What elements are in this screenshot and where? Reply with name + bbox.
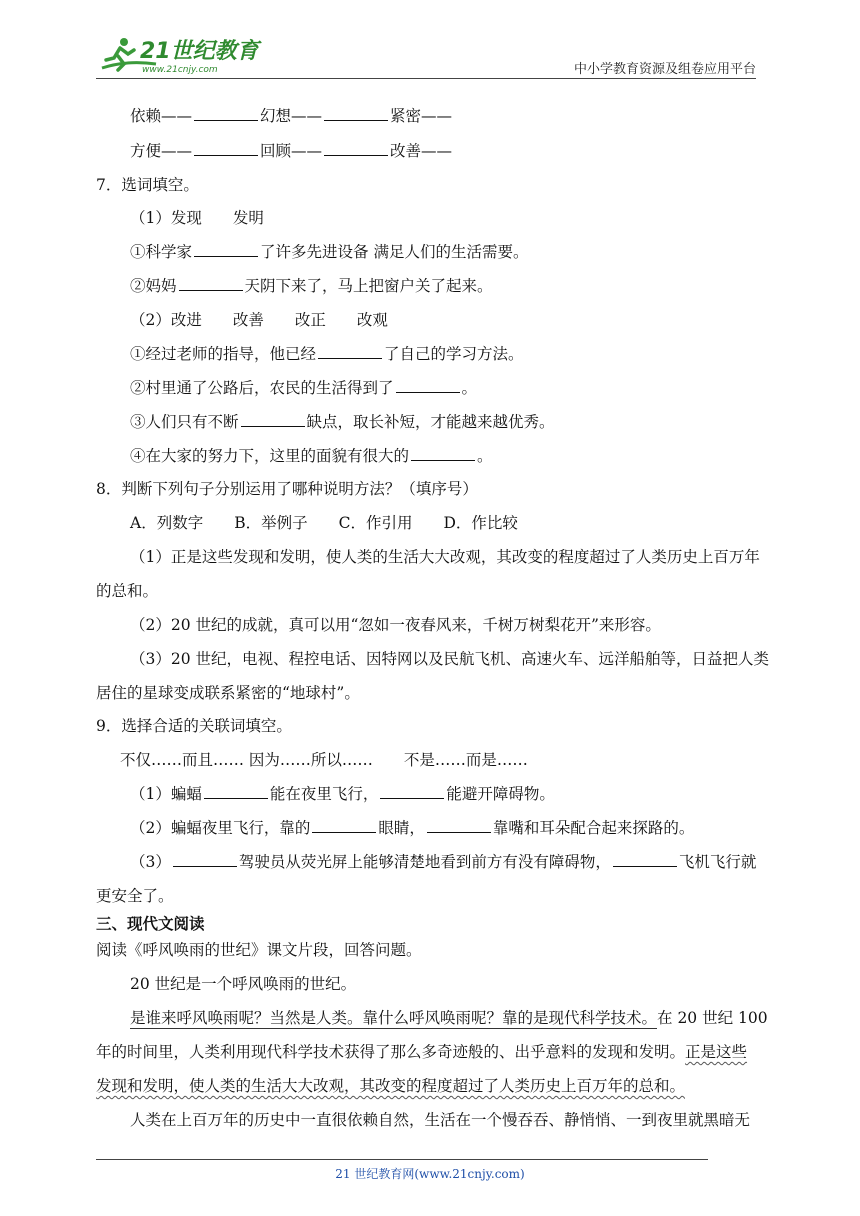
- answer-blank[interactable]: [318, 344, 382, 359]
- sentence-text: 缺点，取长补短，才能越来越优秀。: [306, 413, 555, 431]
- q6-word: 改善——: [390, 142, 453, 160]
- answer-blank[interactable]: [380, 784, 444, 799]
- q8-sentence-3-cont: 居住的星球变成联系紧密的“地球村”。: [96, 684, 360, 702]
- q9-sentence-3-cont: 更安全了。: [96, 887, 174, 905]
- answer-blank[interactable]: [324, 141, 388, 156]
- sentence-text: 靠嘴和耳朵配合起来探路的。: [492, 819, 695, 837]
- sentence-text: 能在夜里飞行，: [269, 785, 379, 803]
- q7-part1-options: （1）发现 发明: [130, 209, 264, 227]
- passage-paragraph-2-line-3: [96, 1076, 685, 1096]
- q9-options: 不仅……而且…… 因为……所以…… 不是……而是……: [120, 751, 528, 769]
- sentence-text: 了许多先进设备 满足人们的生活需要。: [260, 243, 529, 261]
- answer-blank[interactable]: [613, 852, 677, 867]
- header-divider: [96, 78, 756, 79]
- wavy-underlined-sentence: 正是这些: [685, 1043, 748, 1061]
- answer-blank[interactable]: [312, 818, 376, 833]
- passage-paragraph-3: 人类在上百万年的历史中一直很依赖自然，生活在一个慢吞吞、静悄悄、一到夜里就黑暗无: [130, 1111, 751, 1129]
- q6-row-2: [130, 141, 452, 161]
- section-heading: 三、现代文阅读: [96, 915, 205, 933]
- page-header: [0, 0, 860, 80]
- sentence-text: 能避开障碍物。: [446, 785, 555, 803]
- q7-p1-sentence-2: [130, 276, 493, 296]
- answer-blank[interactable]: [411, 446, 475, 461]
- sentence-text: （3）: [130, 853, 171, 871]
- sentence-text: ④在大家的努力下，这里的面貌有很大的: [130, 447, 410, 465]
- answer-blank[interactable]: [179, 276, 243, 291]
- q8-sentence-1: （1）正是这些发现和发明，使人类的生活大大改观，其改变的程度超过了人类历史上百万年: [130, 548, 760, 566]
- sentence-text: ①经过老师的指导，他已经: [130, 345, 317, 363]
- sentence-text: 年的时间里，人类利用现代科学技术获得了那么多奇迹般的、出乎意料的发现和发明。: [96, 1043, 686, 1061]
- page-footer[interactable]: 21 世纪教育网(www.21cnjy.com): [335, 1167, 525, 1181]
- q9-title: 9．选择合适的关联词填空。: [96, 717, 292, 735]
- sentence-text: 天阴下来了，马上把窗户关了起来。: [244, 277, 493, 295]
- q9-sentence-3: [130, 852, 756, 872]
- q6-word: 紧密——: [390, 107, 453, 125]
- sentence-text: 了自己的学习方法。: [384, 345, 524, 363]
- q8-options: A．列数字 B．举例子 C．作引用 D．作比较: [130, 514, 518, 532]
- q7-p1-sentence-1: [130, 242, 528, 262]
- q7-p2-sentence-3: [130, 412, 555, 432]
- q8-sentence-3: （3）20 世纪，电视、程控电话、因特网以及民航飞机、高速火车、远洋船舶等，日益把人类: [130, 650, 770, 668]
- q6-row-1: [130, 106, 452, 126]
- q7-p2-sentence-2: [130, 378, 477, 398]
- answer-blank[interactable]: [396, 378, 460, 393]
- q8-sentence-2: （2）20 世纪的成就，真可以用“忽如一夜春风来，千树万树梨花开”来形容。: [130, 616, 661, 634]
- sentence-text: 眼睛，: [378, 819, 425, 837]
- sentence-text: 。: [477, 447, 493, 465]
- logo-url: www.21cnjy.com: [142, 65, 218, 75]
- q9-sentence-1: [130, 784, 555, 804]
- sentence-text: ③人们只有不断: [130, 413, 239, 431]
- answer-blank[interactable]: [194, 242, 258, 257]
- answer-blank[interactable]: [204, 784, 268, 799]
- answer-blank[interactable]: [324, 106, 388, 121]
- q7-p2-sentence-4: [130, 446, 493, 466]
- q7-title: 7．选词填空。: [96, 176, 199, 194]
- site-logo: [96, 34, 266, 76]
- q9-sentence-2: [130, 818, 694, 838]
- passage-paragraph-2-line-2: [96, 1042, 747, 1062]
- reading-intro: 阅读《呼风唤雨的世纪》课文片段，回答问题。: [96, 941, 422, 959]
- sentence-text: 在 20 世纪 100: [657, 1009, 768, 1027]
- q6-word: 幻想——: [260, 107, 323, 125]
- underlined-sentence: 是谁来呼风唤雨呢？当然是人类。靠什么呼风唤雨呢？靠的是现代科学技术。: [130, 1009, 658, 1027]
- wavy-underlined-sentence: 发现和发明，使人类的生活大大改观，其改变的程度超过了人类历史上百万年的总和。: [96, 1077, 686, 1095]
- sentence-text: ②妈妈: [130, 277, 177, 295]
- q6-word: 方便——: [130, 142, 193, 160]
- platform-name: 中小学教育资源及组卷应用平台: [573, 62, 756, 77]
- sentence-text: （1）蝙蝠: [130, 785, 202, 803]
- sentence-text: ②村里通了公路后，农民的生活得到了: [130, 379, 394, 397]
- answer-blank[interactable]: [194, 106, 258, 121]
- q6-word: 依赖——: [130, 107, 193, 125]
- q7-p2-sentence-1: [130, 344, 524, 364]
- sentence-text: ①科学家: [130, 243, 193, 261]
- sentence-text: 驾驶员从荧光屏上能够清楚地看到前方有没有障碍物，: [238, 853, 611, 871]
- q8-title: 8．判断下列句子分别运用了哪种说明方法？（填序号）: [96, 480, 478, 498]
- footer-divider: [96, 1159, 708, 1160]
- passage-paragraph-2: [130, 1008, 768, 1028]
- q6-word: 回顾——: [260, 142, 323, 160]
- q8-sentence-1-cont: 的总和。: [96, 582, 159, 600]
- answer-blank[interactable]: [427, 818, 491, 833]
- q7-part2-options: （2）改进 改善 改正 改观: [130, 311, 388, 329]
- answer-blank[interactable]: [241, 412, 305, 427]
- answer-blank[interactable]: [194, 141, 258, 156]
- logo-text: 21世纪教育: [140, 39, 259, 64]
- passage-paragraph-1: 20 世纪是一个呼风唤雨的世纪。: [130, 975, 357, 993]
- sentence-text: 飞机飞行就: [678, 853, 757, 871]
- answer-blank[interactable]: [173, 852, 237, 867]
- sentence-text: （2）蝙蝠夜里飞行，靠的: [130, 819, 311, 837]
- sentence-text: 。: [461, 379, 478, 397]
